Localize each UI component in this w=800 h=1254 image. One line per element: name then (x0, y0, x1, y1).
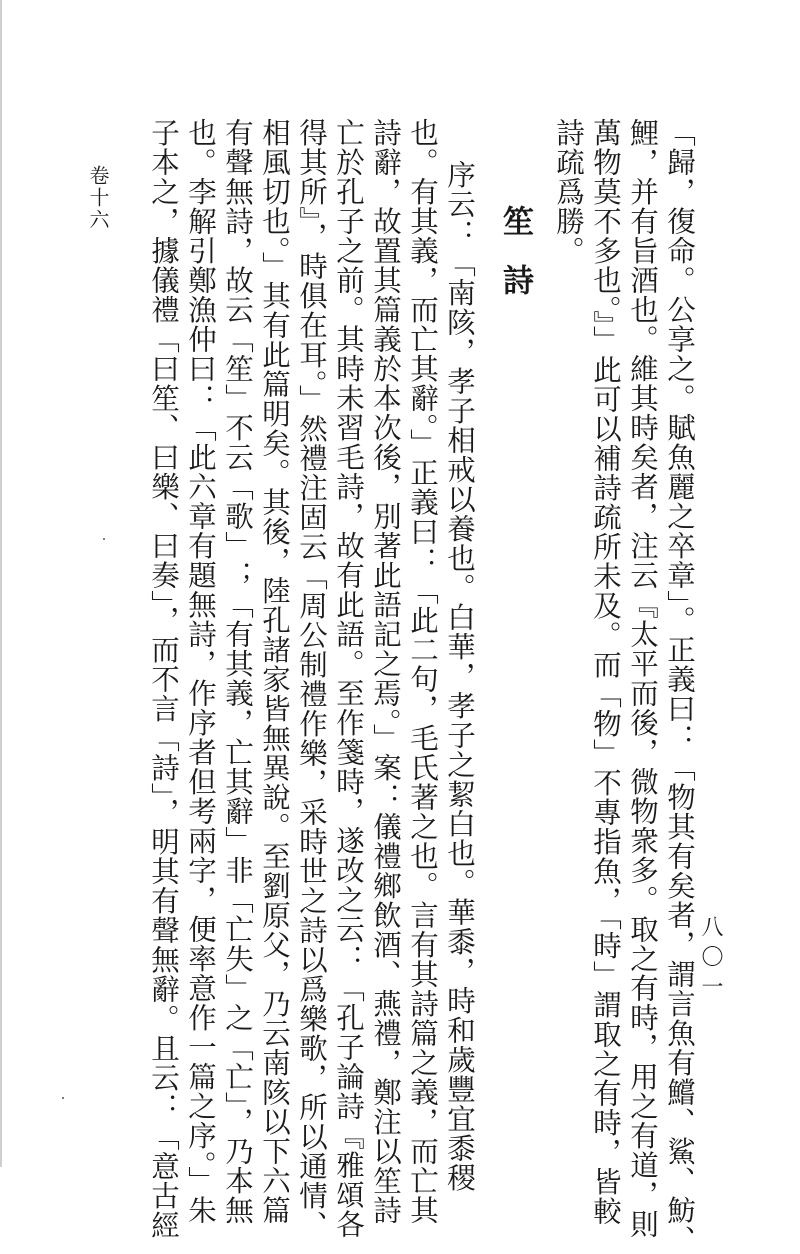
text-column: 有聲無詩，故云「笙」不云「歌」；「有其義，亡其辭」非「亡失」之「亡」，乃本無 (221, 118, 254, 1225)
text-column: 子本之，據儀禮「曰笙、曰樂、曰奏」，而不言「詩」，明其有聲無辭。且云：「意古經 (147, 118, 180, 1240)
text-column: 序云：「南陔，孝子相戒以養也。白華，孝子之絜白也。華黍，時和歲豐宜黍稷 (443, 160, 476, 1193)
text-column: 得其所』，時俱在耳。」然禮注固云「周公制禮作樂，采時世之詩以爲樂歌，所以通情、 (295, 118, 328, 1240)
text-column: 也。有其義，而亡其辭。」正義曰：「此二句，毛氏著之也。言有其詩篇之義，而亡其 (406, 118, 439, 1225)
text-column: 詩辭，故置其篇義於本次後，別著此語記之焉。」案：儀禮鄉飲酒、燕禮，鄭注以笙詩 (369, 118, 402, 1225)
page-number: 八〇一 (698, 915, 723, 1005)
text-column: 萬物莫不多也。』」此可以補詩疏所未及。而「物」不專指魚，「時」謂取之有時，皆較 (589, 118, 622, 1226)
speck (103, 538, 105, 540)
text-column: 詩疏爲勝。 (552, 118, 585, 266)
text-column: 亡於孔子之前。其時未習毛詩，故有此語。至作箋時，遂改之云：「孔子論詩『雅頌各 (332, 118, 365, 1239)
text-column: 「歸，復命。公享之。賦魚麗之卒章」。正義曰：「物其有矣者，謂言魚有鱨、鯊、魴、 (663, 118, 696, 1254)
running-head: 卷十六 (86, 165, 110, 231)
section-title: 笙詩 (497, 205, 533, 323)
text-column: 鯉，并有旨酒也。維其時矣者，注云『太平而後，微物衆多。取之有時，用之有道，則 (626, 118, 659, 1239)
page-edge (0, 0, 2, 1167)
speck (62, 1097, 64, 1099)
text-column: 也。李解引鄭漁仲曰：「此六章有題無詩，作序者但考兩字，便率意作一篇之序。」朱 (184, 118, 217, 1225)
text-column: 相風切也。」其有此篇明矣。其後，陸孔諸家皆無異說。至劉原父，乃云南陔以下六篇 (258, 118, 291, 1225)
